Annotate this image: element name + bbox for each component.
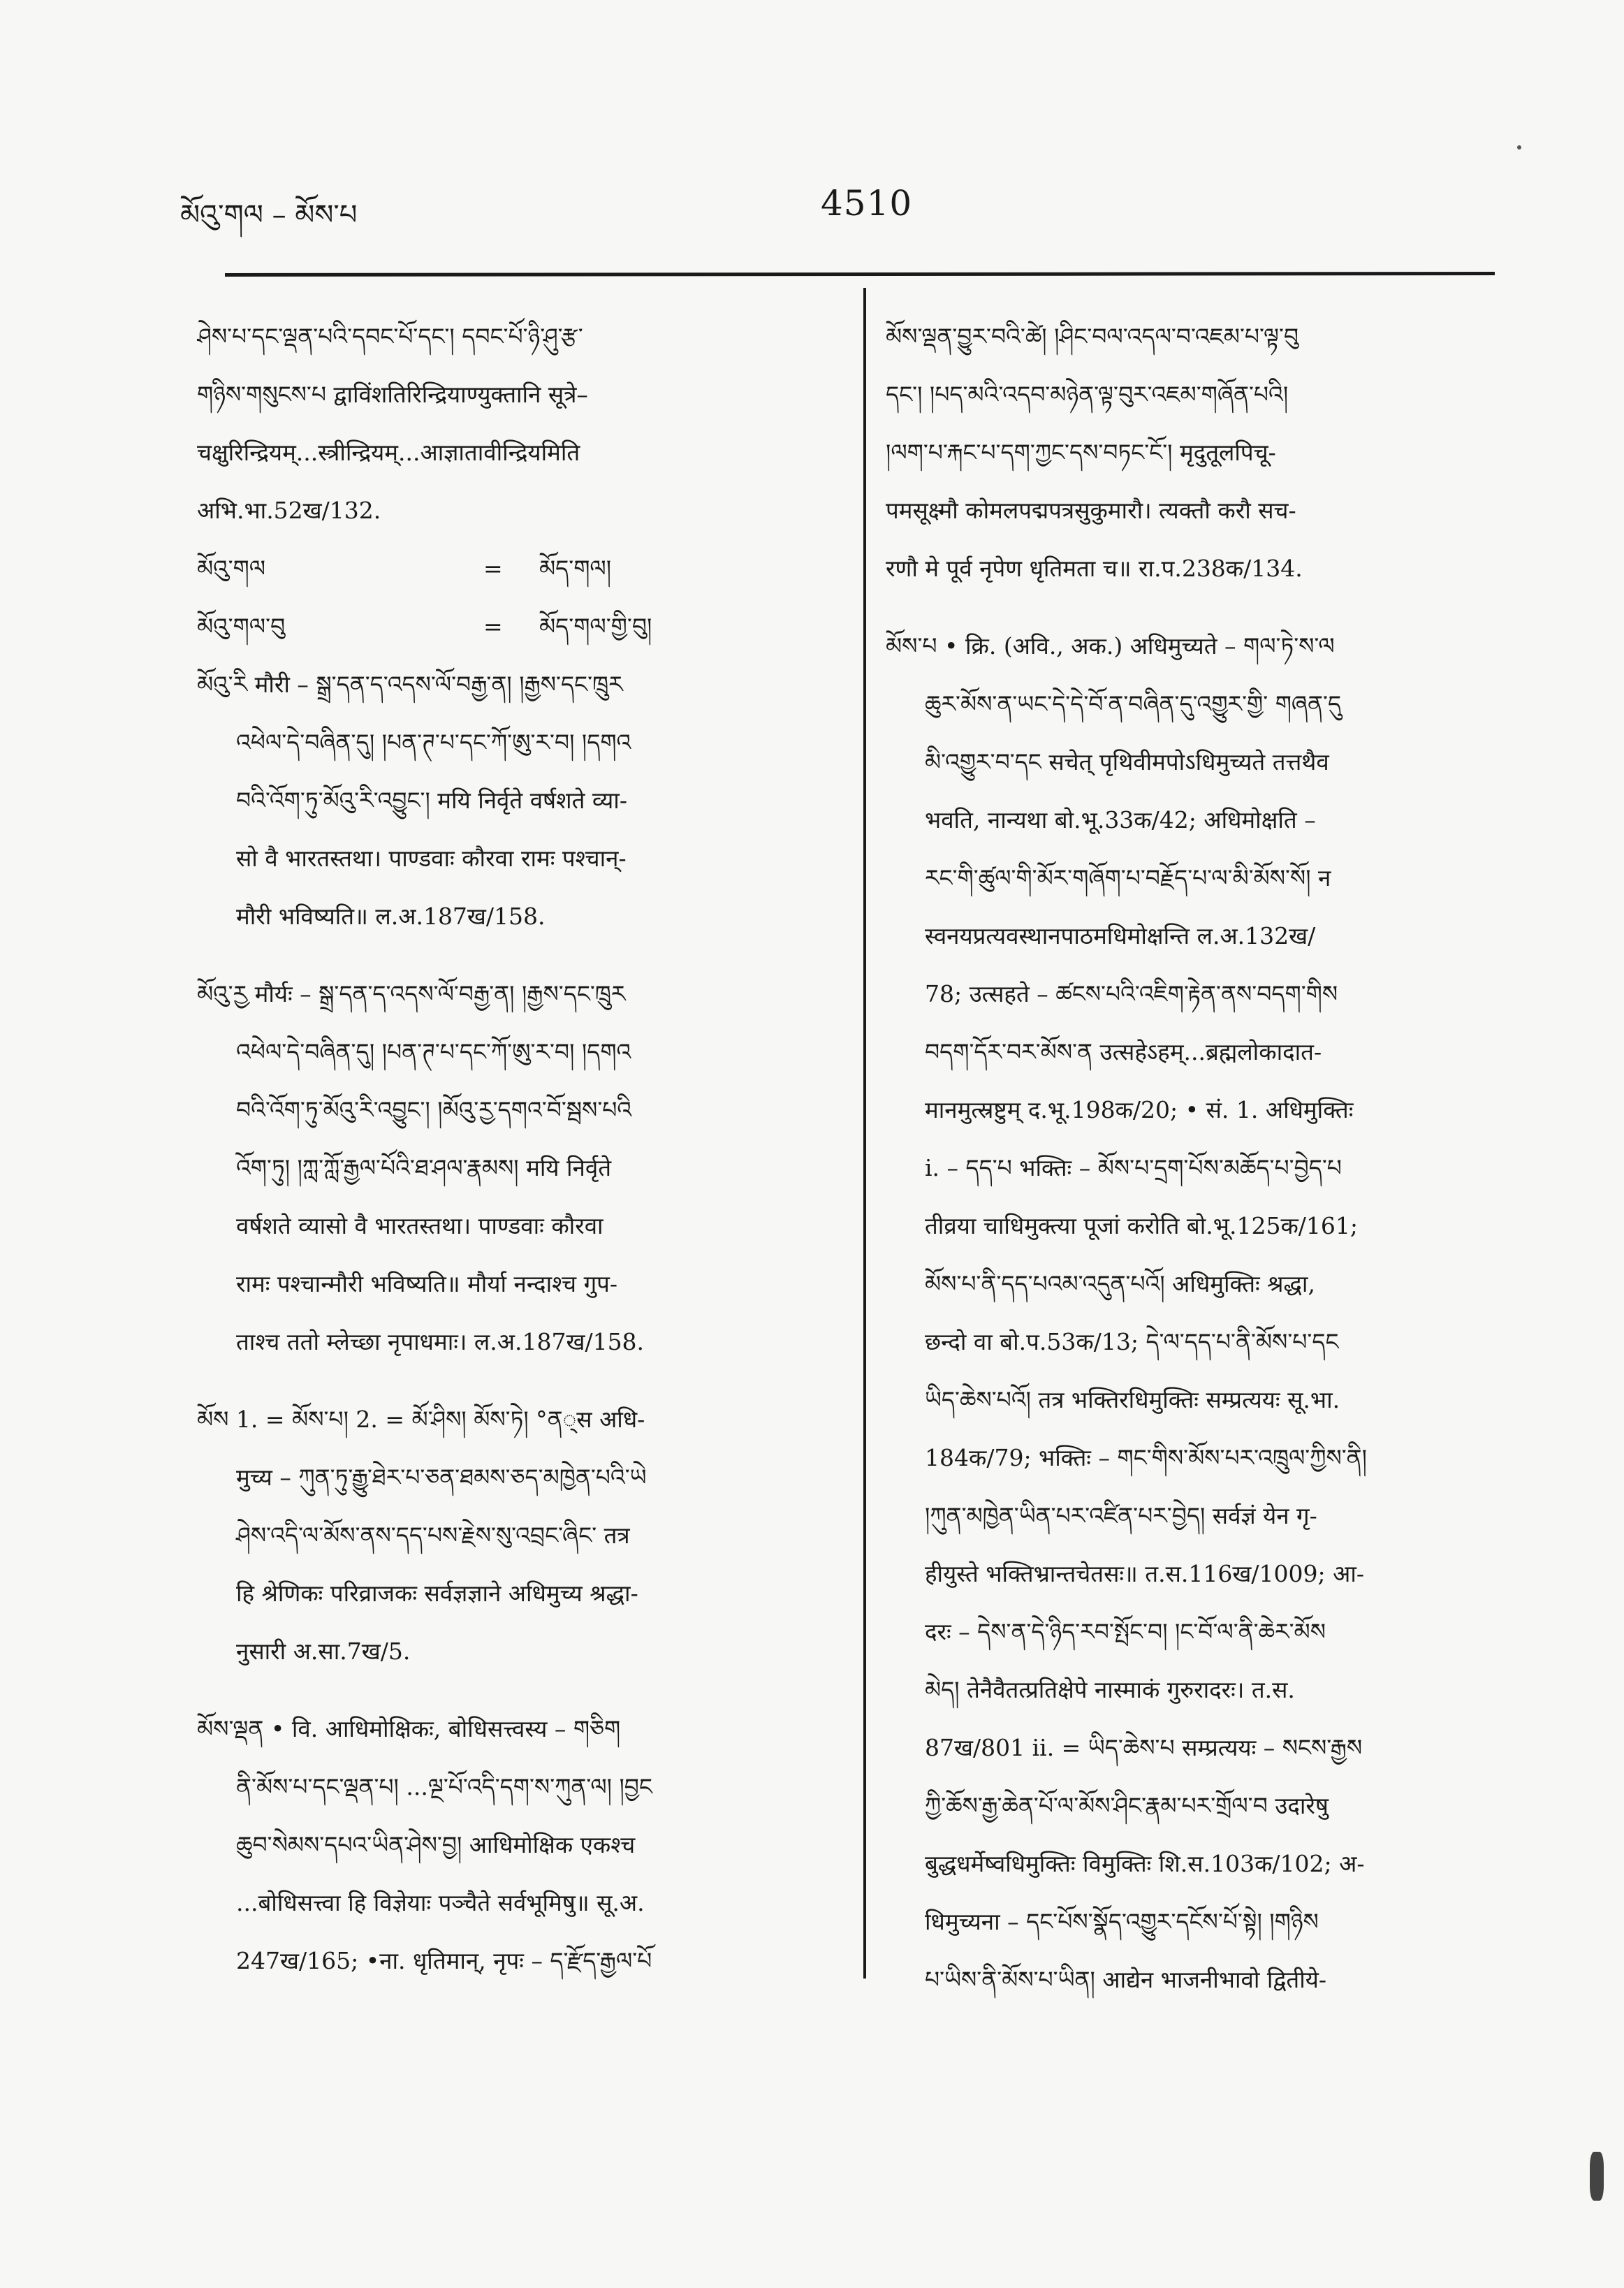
text-line: མོས 1. = མོས་པ། 2. = མོ་ཤིས། མོས་ཏེ། °ན्स अधि- — [197, 1406, 645, 1433]
text-line: འཕེལ་དེ་བཞིན་དུ། །པན་ཊ་པ་དང་ཀོ་ཨུ་ར་བ། །དགའ — [236, 729, 631, 756]
entry-mauri — [197, 655, 791, 945]
text-line: भवति, नान्यथा बो.भू.33क/42; अधिमोक्षति – — [925, 806, 1316, 833]
left-column — [197, 307, 791, 1990]
text-line: चक्षुरिन्द्रियम्...स्त्रीन्द्रियम्...आज्ञातावीन्द्रियमिति — [197, 439, 580, 466]
text-line: मानमुत्स्रष्टुम् द.भू.198क/20; • सं. 1. अधिमुक्तिः — [925, 1096, 1354, 1123]
text-line: མོས་པ་ནི་དད་པའམ་འདུན་པའོ། अधिमुक्तिः श्रद्धा, — [925, 1270, 1315, 1297]
entry-mos-ldan — [197, 1700, 791, 1990]
equals-sign: = — [483, 555, 503, 582]
text-line: གཉིས་གསུངས་པ द्वाविंशतिरिन्द्रियाण्युक्तानि सूत्रे– — [197, 381, 588, 408]
text-line: མོས་པ • क्रि. (अवि., अक.) अधिमुच्यते – གལ་ཏེ་ས་ལ — [886, 632, 1335, 660]
right-column — [886, 307, 1486, 2009]
text-line: स्वनयप्रत्यवस्थानपाठमधिमोक्षन्ति ल.अ.132ख/ — [925, 922, 1316, 949]
cross-reference-row — [197, 597, 791, 655]
text-line: सो वै भारतस्तथा। पाण्डवाः कौरवा रामः पश्चान्- — [236, 845, 627, 872]
text-line: छन्दो वा बो.प.53क/13; དེ་ལ་དད་པ་ནི་མོས་པ་དང — [925, 1328, 1339, 1355]
headword: མོའུ་གལ — [197, 555, 266, 582]
reference-target: མོད་གལ། — [539, 555, 612, 582]
text-line: མོའུ་རི मौरी – སྒྲ་དན་ད་འདས་ལོ་བརྒྱ་ན། །རྒྱས་དང་ཁྲུར — [197, 671, 623, 698]
text-line: བའི་འོག་ཏུ་མོའུ་རི་འབྱུང་། །མོའུ་རྱ་དགའ་བོ་སྦས་པའི — [236, 1096, 632, 1123]
entry-continuation — [886, 307, 1486, 597]
text-line: ཡིད་ཆེས་པའོ། तत्र भक्तिरधिमुक्तिः सम्प्रत्ययः सू.भा. — [925, 1386, 1340, 1413]
text-line: ཆུབ་སེམས་དཔའ་ཡིན་ཤེས་བྱ། आधिमोक्षिक एकश्च — [236, 1831, 636, 1858]
text-line: པ་ཡིས་ནི་མོས་པ་ཡིན། आद्येन भाजनीभावो द्वितीये- — [925, 1966, 1327, 1993]
text-line: ...बोधिसत्त्वा हि विज्ञेयाः पञ्चैते सर्वभूमिषु॥ सू.अ. — [236, 1889, 645, 1916]
text-line: अभि.भा.52ख/132. — [197, 497, 381, 524]
text-line: बुद्धधर्मेष्वधिमुक्तिः विमुक्तिः शि.स.103क/102; अ- — [925, 1850, 1365, 1877]
text-line: मौरी भविष्यति॥ ल.अ.187ख/158. — [236, 903, 546, 930]
entry-mos — [197, 1390, 791, 1680]
page-number: 4510 — [821, 183, 913, 224]
text-line: 87ख/801 ii. = ཡིད་ཆེས་པ सम्प्रत्ययः – སངས་རྒྱས — [925, 1734, 1363, 1761]
scan-speck — [1590, 2152, 1604, 2201]
text-line: དང་། །པད་མའི་འདབ་མཉེན་ལྟ་བུར་འཇམ་གཞོན་པའི། — [886, 381, 1289, 408]
text-line: མེད། तेनैवैतत्प्रतिक्षेपे नास्माकं गुरुरादरः। त.स. — [925, 1676, 1295, 1703]
equals-sign: = — [483, 613, 503, 640]
text-line: ཤེས་པ་དང་ལྡན་པའི་དབང་པོ་དང་། དབང་པོ་ཉི་ཤུ་རྩ་ — [197, 323, 583, 350]
text-line: रणौ मे पूर्व नृपेण धृतिमता च॥ रा.प.238क/134. — [886, 555, 1303, 582]
text-line: བདག་དོར་བར་མོས་ན उत्सहेऽहम्...ब्रह्मलोकादात- — [925, 1038, 1322, 1065]
text-line: མི་འགྱུར་བ་དང सचेत् पृथिवीमपोऽधिमुच्यते तत्तथैव — [925, 748, 1329, 775]
text-line: 78; उत्सहते – ཚངས་པའི་འཇིག་རྟེན་ནས་བདག་གིས — [925, 980, 1338, 1007]
text-line: हीयुस्ते भक्तिभ्रान्तचेतसः॥ त.स.116ख/1009; आ- — [925, 1560, 1364, 1587]
text-line: ནི་མོས་པ་དང་ལྡན་པ། ...ལྔ་པོ་འདི་དག་ས་ཀུན་ལ། །བྱང — [236, 1773, 652, 1800]
text-line: མོའུ་རྱ मौर्यः – སྒྲ་དན་ད་འདས་ལོ་བརྒྱ་ན། །རྒྱས་དང་ཁྲུར — [197, 980, 626, 1007]
text-line: བའི་འོག་ཏུ་མོའུ་རི་འབྱུང་། मयि निर्वृते वर्षशते व्या- — [236, 787, 627, 814]
text-line: मुच्य – ཀུན་ཏུ་རྒྱུ་ཐེར་པ་ཅན་ཐམས་ཅད་མཁྱེན་པའི་ཡེ — [236, 1464, 647, 1491]
text-line: རང་གི་ཚུལ་གི་མོར་གཞོག་པ་བརྗོད་པ་ལ་མི་མོས་སོ། न — [925, 864, 1331, 891]
column-divider — [863, 288, 866, 1979]
text-line: འཕེལ་དེ་བཞིན་དུ། །པན་ཊ་པ་དང་ཀོ་ཨུ་ར་བ། །དགའ — [236, 1038, 631, 1065]
text-line: ताश्च ततो म्लेच्छा नृपाधमाः। ल.अ.187ख/158. — [236, 1328, 645, 1355]
text-line: 184क/79; भक्तिः – གང་གིས་མོས་པར་འཁྲུལ་ཀྱིས་ནི། — [925, 1444, 1367, 1471]
text-line: i. – དད་པ भक्तिः – མོས་པ་དྲག་པོས་མཆོད་པ་བྱེད་པ — [925, 1154, 1342, 1181]
text-line: पमसूक्ष्मौ कोमलपद्मपत्रसुकुमारौ। त्यक्तौ करौ सच- — [886, 497, 1296, 524]
text-line: ཆུར་མོས་ན་ཡང་དེ་དེ་བོ་ན་བཞིན་དུ་འགྱུར་གྱི་ གཞན་དུ — [925, 690, 1342, 717]
entry-maurya — [197, 965, 791, 1371]
header-rule — [225, 272, 1495, 277]
text-line: हि श्रेणिकः परिव्राजकः सर्वज्ञज्ञाने अधिमुच्य श्रद्धा- — [236, 1580, 638, 1607]
text-line: །ལག་པ་རྐང་པ་དག་ཀྱང་དས་བཏང་ངོ་། मृदुतूलपिचू- — [886, 439, 1276, 466]
text-line: མོས་ལྡན • वि. आधिमोक्षिकः, बोधिसत्त्वस्य – གཅིག — [197, 1715, 621, 1742]
text-line: रामः पश्चान्मौरी भविष्यति॥ मौर्या नन्दाश्च गुप- — [236, 1270, 618, 1297]
text-line: འོག་ཏུ། །ཀླ་ཀློ་རྒྱལ་པོའི་ཐ་ཤལ་རྣམས། मयि निर्वृते — [236, 1154, 612, 1181]
entry-mos-pa — [886, 617, 1486, 2009]
text-line: མོས་ལྡན་བྱུར་བའི་ཚེ། །ཤིང་བལ་འདལ་བ་འཇམ་པ་ལྟ་བུ — [886, 323, 1299, 350]
entry-continuation — [197, 307, 791, 539]
text-line: ཤེས་འདི་ལ་མོས་ནས་དད་པས་རྗེས་སུ་འབྲང་ཞིང་ तत्र — [236, 1522, 630, 1549]
text-line: तीव्रया चाधिमुक्त्या पूजां करोति बो.भू.125क/161; — [925, 1212, 1359, 1239]
text-line: नुसारी अ.सा.7ख/5. — [236, 1638, 411, 1665]
running-head: མོའུ་གལ – མོས་པ — [180, 199, 358, 231]
text-line: वर्षशते व्यासो वै भारतस्तथा। पाण्डवाः कौरवा — [236, 1212, 603, 1239]
reference-target: མོད་གལ་གྱི་བུ། — [539, 613, 652, 640]
headword: མོའུ་གལ་བུ — [197, 613, 286, 640]
scan-speck — [1517, 145, 1521, 150]
cross-reference-row — [197, 539, 791, 597]
text-line: 247ख/165; •ना. धृतिमान्, नृपः – ད་རྫོད་རྒྱལ་པོ — [236, 1947, 652, 1974]
text-line: །ཀུན་མཁྱེན་ཡིན་པར་འཛིན་པར་བྱེད། सर्वज्ञं येन गृ- — [925, 1502, 1317, 1529]
text-line: ཀྱི་ཆོས་རྒྱ་ཆེན་པོ་ལ་མོས་ཤིང་རྣམ་པར་གྲོལ་བ उदारेषु — [925, 1792, 1329, 1819]
text-line: धिमुच्यना – དང་པོས་སྣོད་འགྱུར་དངོས་པོ་སྟེ། །གཉིས — [925, 1908, 1319, 1935]
text-line: दरः – དེས་ན་དེ་ཉིད་རབ་སྤོང་བ། །ང་བོ་ལ་ནི་ཆེར་མོས — [925, 1618, 1326, 1645]
